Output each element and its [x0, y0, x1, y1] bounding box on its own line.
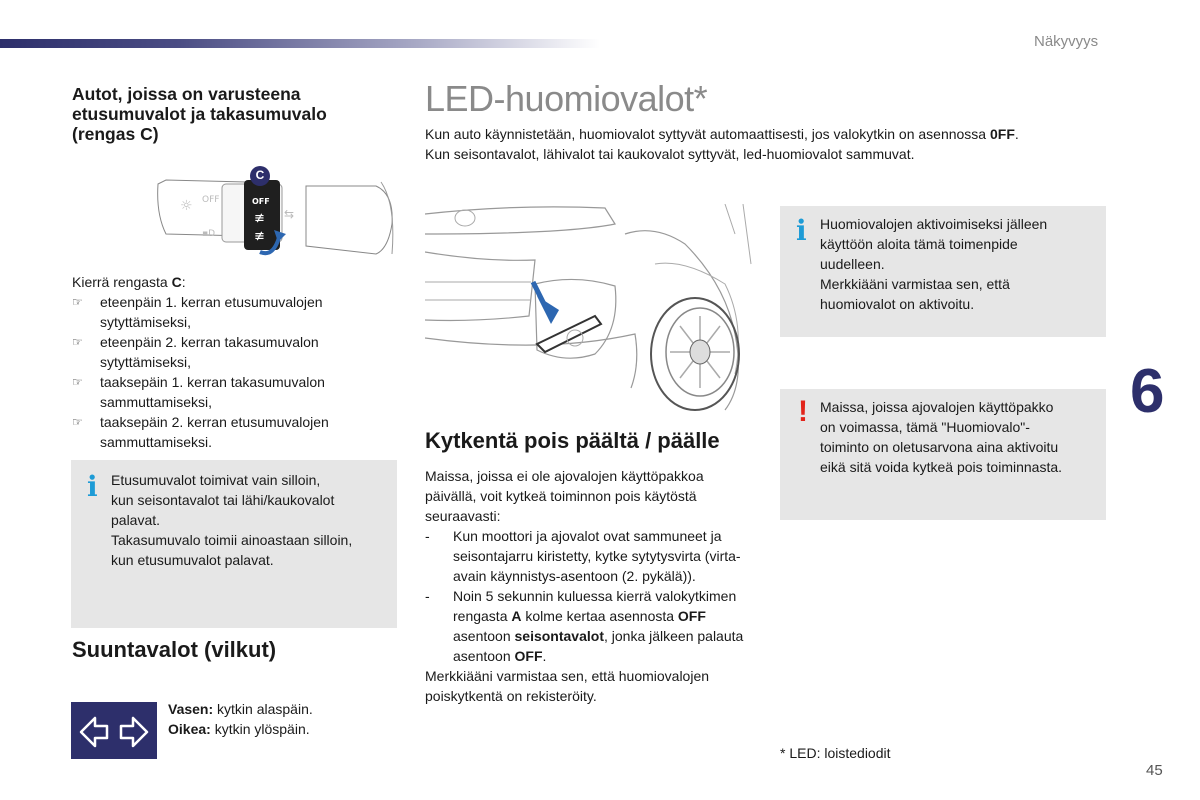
hand-pointer-icon: ☞: [72, 295, 83, 309]
list-item: ☞ taaksepäin 1. kerran takasumuvalon sammuttamiseksi,: [72, 374, 325, 410]
ring-intro: Kierrä rengasta C:: [72, 274, 186, 290]
off-position-label: OFF: [252, 197, 270, 206]
turn-arrows-icon: [71, 702, 157, 759]
fog-info-box: [71, 460, 397, 628]
turn-signal-text: Vasen: kytkin alaspäin. Oikea: kytkin ylöspäin.: [168, 701, 313, 737]
page-number: 45: [1146, 762, 1163, 779]
activation-info-box: [780, 206, 1106, 337]
chapter-number: 6: [1130, 357, 1165, 426]
fog-lights-heading: Autot, joissa on varusteena etusumuvalot ja takasumuvalo (rengas C): [72, 84, 327, 144]
switch-steps-list: [425, 526, 755, 666]
switch-instructions: Maissa, joissa ei ole ajovalojen käyttöpakkoa päivällä, voit kytkeä toiminnon pois käytöstä seuraavasti: - Kun moottori ja ajovalot ovat sammuneet ja seisontajarru kiristetty, kytke sytytysvirta (virta-avain käynnistys-asentoon (2. pykälä)). - Noin 5 sekunnin kuluessa kierrä valokytkimen rengasta A kolme kertaa asennosta OFF asentoon seisontavalot, jonka jälkeen palauta asentoon OFF. Merkkiääni varmistaa sen, että huomiovalojen poiskytkentä on rekisteröity.: [425, 466, 765, 706]
turn-signals-heading: Suuntavalot (vilkut): [72, 637, 277, 662]
list-item: ☞ taaksepäin 2. kerran etusumuvalojen sammuttamiseksi.: [72, 414, 329, 450]
car-front-illustration: [425, 204, 753, 412]
svg-text:▪D: ▪D: [202, 229, 216, 239]
list-item: - Noin 5 sekunnin kuluessa kierrä valokytkimen rengasta A kolme kertaa asennosta OFF asentoon seisontavalot, jonka jälkeen palauta asentoon OFF.: [425, 588, 744, 664]
info-icon: i: [87, 470, 98, 503]
ring-instructions: [72, 272, 372, 452]
section-title: Näkyvyys: [1034, 33, 1099, 50]
switch-heading: Kytkentä pois päältä / päälle: [425, 428, 720, 453]
hand-pointer-icon: ☞: [72, 375, 83, 389]
car-led-figure: [425, 204, 753, 412]
svg-text:⇆: ⇆: [284, 207, 295, 221]
led-footnote: * LED: loistediodit: [780, 745, 891, 761]
warning-icon: !: [798, 395, 808, 428]
led-intro: Kun auto käynnistetään, huomiovalot syttyvät automaattisesti, jos valokytkin on asennossa 0FF. Kun seisontavalot, lähivalot tai kaukovalot syttyvät, led-huomiovalot sammuvat.: [425, 126, 1019, 162]
list-item: ☞ eteenpäin 2. kerran takasumuvalon sytyttämiseksi,: [72, 334, 319, 370]
info-icon: i: [796, 214, 807, 247]
warning-box: [780, 389, 1106, 520]
turn-signal-icon-box: [71, 702, 157, 759]
page-title: LED-huomiovalot*: [425, 78, 708, 119]
svg-text:☼: ☼: [180, 198, 193, 214]
warning-text: Maissa, joissa ajovalojen käyttöpakko on voimassa, tämä "Huomiovalo"- toiminto on oletusarvona aina aktivoitu eikä sitä voida kytkeä pois toiminnasta.: [820, 399, 1063, 475]
hand-pointer-icon: ☞: [72, 415, 83, 429]
ring-c-badge: C: [255, 168, 265, 182]
light-stalk-illustration: [156, 164, 396, 262]
svg-text:≢: ≢: [254, 211, 265, 226]
list-item: - Kun moottori ja ajovalot ovat sammuneet ja seisontajarru kiristetty, kytke sytytysvirta (virta-avain käynnistys-asentoon (2. pykälä)).: [425, 528, 741, 584]
svg-text:≢: ≢: [254, 229, 265, 244]
ring-steps-list: [72, 292, 372, 452]
fog-info-text: Etusumuvalot toimivat vain silloin, kun seisontavalot tai lähi/kaukovalot palavat. Takasumuvalo toimii ainoastaan silloin, kun etusumuvalot palavat.: [111, 472, 353, 568]
light-stalk-figure: [156, 164, 396, 262]
activation-info-text: Huomiovalojen aktivoimiseksi jälleen käyttöön aloita tämä toimenpide uudelleen. Merkkiääni varmistaa sen, että huomiovalot on aktivoitu.: [820, 216, 1048, 312]
list-item: ☞ eteenpäin 1. kerran etusumuvalojen sytyttämiseksi,: [72, 294, 323, 330]
svg-text:OFF: OFF: [202, 195, 220, 205]
header-bar: [0, 39, 600, 48]
hand-pointer-icon: ☞: [72, 335, 83, 349]
